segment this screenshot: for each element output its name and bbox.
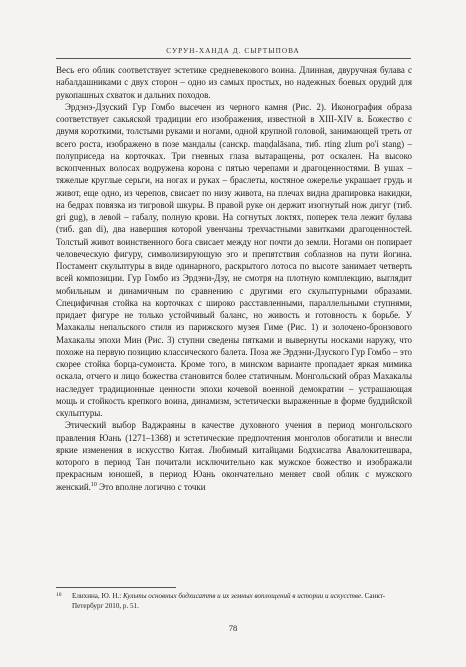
- footnote-rule: [56, 587, 176, 588]
- running-head: СУРУН-ХАНДА Д. СЫРТЫПОВА: [166, 46, 300, 55]
- body-text: [56, 64, 412, 493]
- footnote-number: 10: [56, 592, 62, 598]
- paragraph-1: Весь его облик соответствует эстетике средневекового воина. Длинная, двуручная булава с набалдашниками с двух сторон – одно из самых простых, но надежных боевых орудий для рукопашных схваток и дальних походов.: [56, 65, 412, 100]
- footnote-title: Культы основных бодхисаттв и их земных воплощений в истории и искусстве: [122, 592, 362, 600]
- footnote-text: [72, 592, 412, 611]
- header-rule: [56, 58, 411, 59]
- paragraph-2: Эрдэнэ-Дзуский Гур Гомбо высечен из черного камня (Рис. 2). Иконография образа соответствует сакьяской традиции его изображения, известной в XIII-XIV в. Божество с двумя короткими, толстыми руками и ногами, одной крупной головой, занимающей треть от всего роста, изображено в позе мандалы (санскр. maṇḍalāsana, тиб. rting zlum po'i stang) – полуприседа на корточках. Три гневных глаза вытаращены, рот оскален. На высоко вскопченных волосах водружена корона с пятью черепами и драгоценностями. В ушах – тяжелые круглые серьги, на ногах и руках – браслеты, костяное ожерелье украшает грудь и живот, еще одно, из черепов, свисает по низу живота, на плечах видна драпировка накидки, на бедрах повязка из тигровой шкуры. В правой руке он держит изогнутый нож дигуг (тиб. gri gug), в левой – габалу, полную крови. На согнутых локтях, поперек тела лежит булава (тиб. gan di), два навершия которой увенчаны трехчастными завитками драгоценностей. Толстый живот воинственного бога свисает между ног почти до земли. Ногами он попирает человеческую фигуру, символизирующую эго и препятствия соблазнов на пути йогина. Постамент скульптуры в виде одинарного, раскрытого лотоса по высоте занимает четверть всей композиции. Гур Гомбо из Эрдэни-Дзу, не смотря на плотную комплекцию, выглядит мобильным и динамичным по сравнению с другими его скульптурными образами. Специфичная стойка на корточках с широко расставленными, параллельными ступнями, придает фигуре не только устойчивый баланс, но живость и готовность к борьбе. У Махакалы непальского стиля из парижского музея Гиме (Рис. 1) и золочено-бронзового Махакалы эпохи Мин (Рис. 3) ступни сведены пятками и вывернуты носками наружу, что похоже на первую позицию классического балета. Поза же Эрдэни-Дзуского Гур Гомбо – это скорее стойка борца-сумоиста. Кроме того, в минском варианте пропадает яркая мимика оскала, отчего и лицо божества становится более статичным. Монгольский образ Махакалы наследует традиционные ценности эпохи кочевой военной демократии – устрашающая мощь и стойкость крепкого воина, динамизм, эстетически выраженные в форме буддийской скульптуры.: [56, 101, 412, 418]
- footnote: [56, 592, 412, 611]
- footnote-reference[interactable]: 10: [90, 481, 97, 488]
- footnote-author: Елихина, Ю. Н.:: [72, 592, 123, 600]
- page-number: 78: [228, 623, 238, 633]
- paragraph-3-tail: Это вполне логично с точки: [96, 481, 206, 492]
- paragraph-3-text: Этический выбор Ваджраяны в качестве духовного учения в период монгольского правления Юань (1271–1368) и эстетические предпочтения монголов обогатили и внесли яркие изменения в искусство Китая. Любимый китайцами Бодхисатва Авалокитешвара, которого в период Тан почитали исключительно как мужское божество и изображали прекрасным юношей, в период Юань окончательно меняет свой облик с мужского женский.: [56, 420, 412, 492]
- footnote-rest: . Санкт-Петербург 2010, р. 51.: [72, 592, 386, 610]
- paragraph-3: [56, 419, 412, 493]
